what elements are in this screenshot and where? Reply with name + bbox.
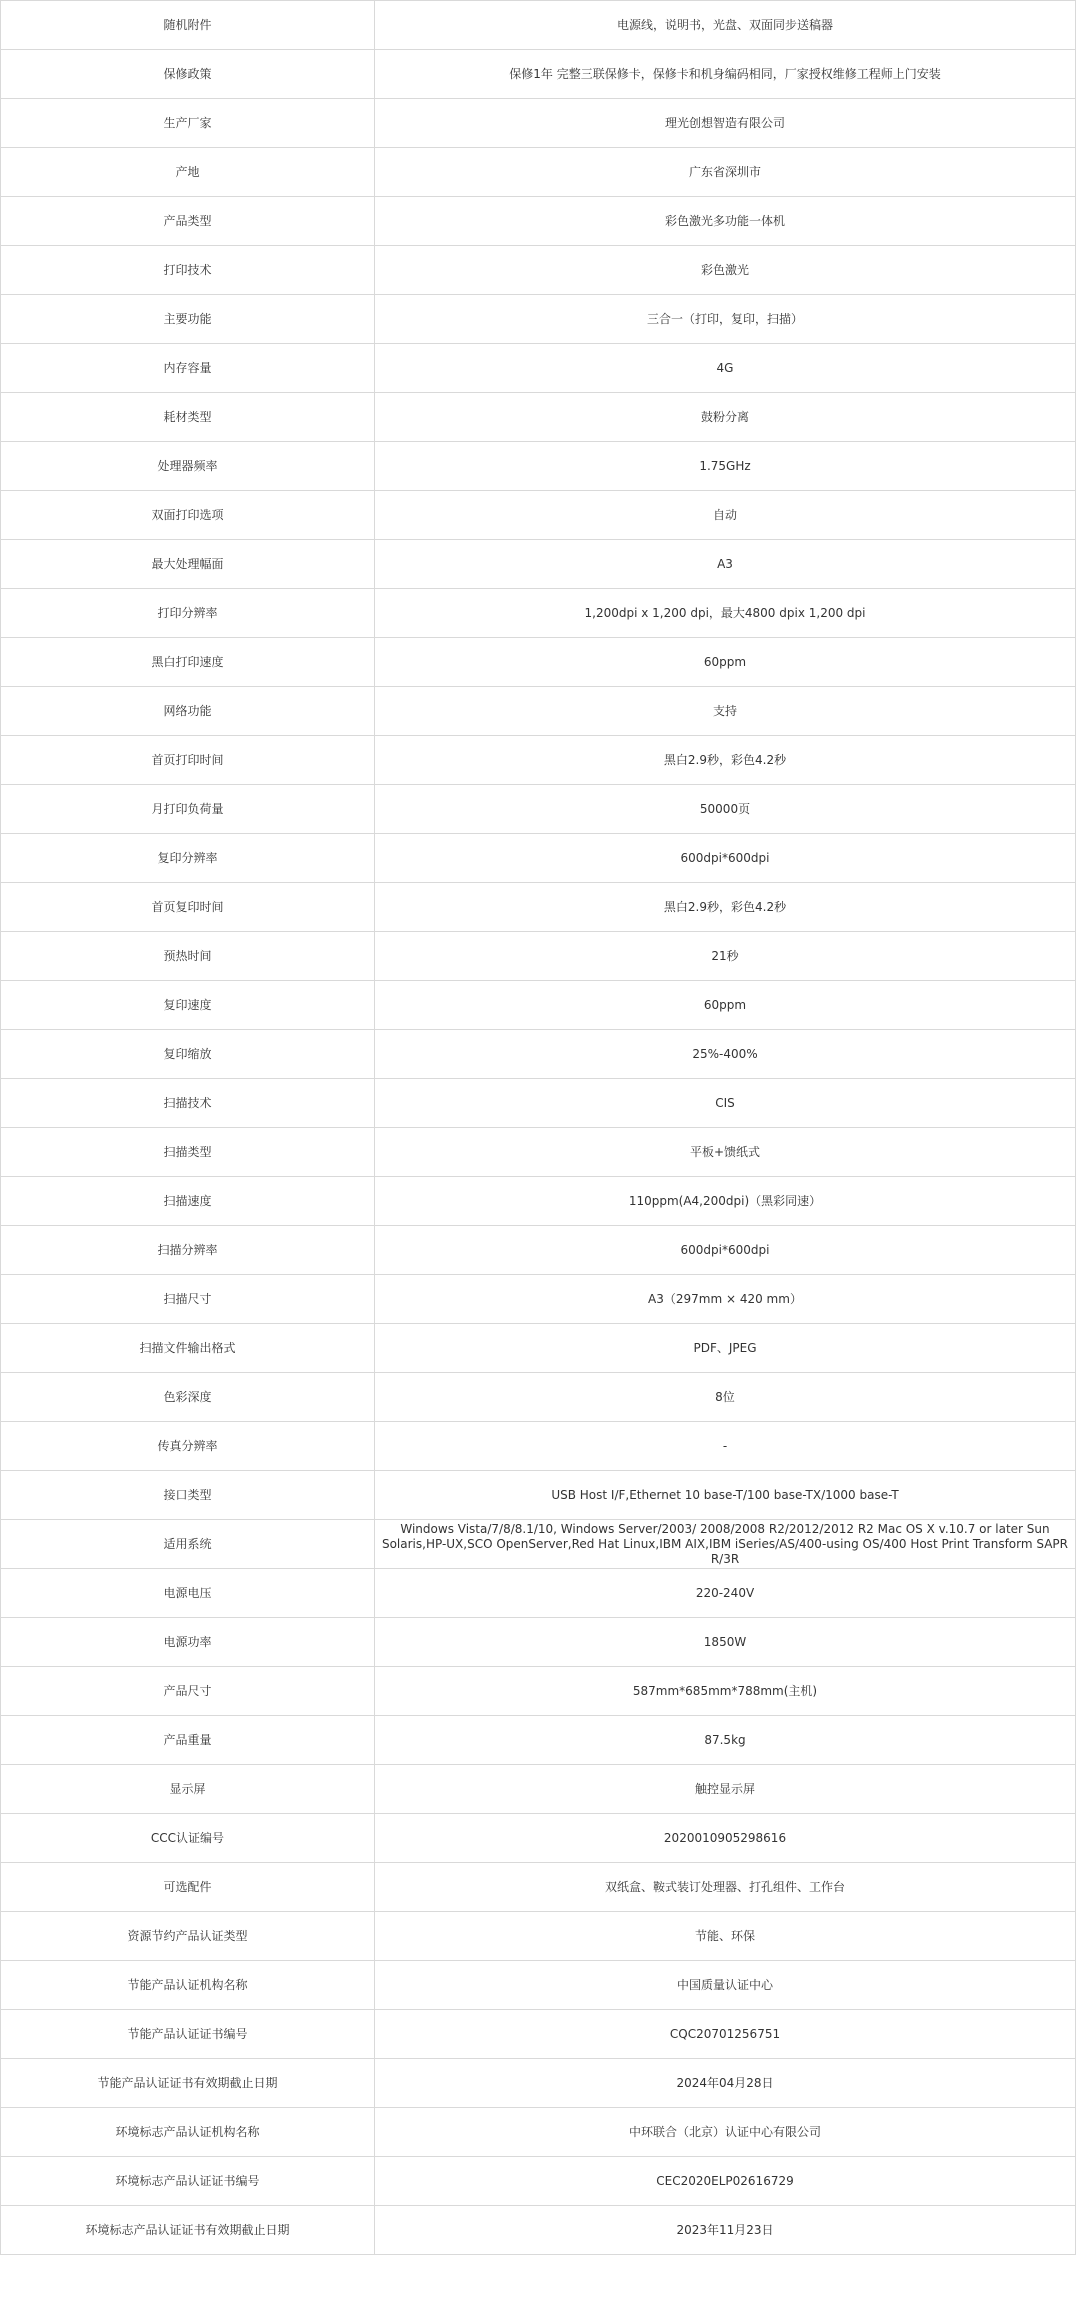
spec-label: 扫描分辨率 bbox=[1, 1226, 375, 1275]
spec-label: 节能产品认证证书有效期截止日期 bbox=[1, 2059, 375, 2108]
spec-label: 扫描类型 bbox=[1, 1128, 375, 1177]
spec-value: 8位 bbox=[375, 1373, 1076, 1422]
spec-label: 保修政策 bbox=[1, 50, 375, 99]
spec-row bbox=[1, 197, 1076, 246]
spec-value: 587mm*685mm*788mm(主机) bbox=[375, 1667, 1076, 1716]
spec-row bbox=[1, 1324, 1076, 1373]
spec-label: 处理器频率 bbox=[1, 442, 375, 491]
spec-row bbox=[1, 1128, 1076, 1177]
spec-value: 广东省深圳市 bbox=[375, 148, 1076, 197]
spec-row bbox=[1, 295, 1076, 344]
spec-label: 双面打印选项 bbox=[1, 491, 375, 540]
spec-value: 60ppm bbox=[375, 981, 1076, 1030]
spec-label: 电源功率 bbox=[1, 1618, 375, 1667]
spec-value: 25%-400% bbox=[375, 1030, 1076, 1079]
spec-value: 自动 bbox=[375, 491, 1076, 540]
spec-value: A3 bbox=[375, 540, 1076, 589]
spec-row bbox=[1, 1765, 1076, 1814]
spec-value: PDF、JPEG bbox=[375, 1324, 1076, 1373]
spec-value: 节能、环保 bbox=[375, 1912, 1076, 1961]
spec-label: 内存容量 bbox=[1, 344, 375, 393]
spec-row bbox=[1, 2108, 1076, 2157]
spec-row bbox=[1, 1373, 1076, 1422]
spec-label: 传真分辨率 bbox=[1, 1422, 375, 1471]
spec-value: 平板+馈纸式 bbox=[375, 1128, 1076, 1177]
spec-value: 保修1年 完整三联保修卡，保修卡和机身编码相同，厂家授权维修工程师上门安装 bbox=[375, 50, 1076, 99]
spec-label: 最大处理幅面 bbox=[1, 540, 375, 589]
spec-value: 2023年11月23日 bbox=[375, 2206, 1076, 2255]
spec-row bbox=[1, 2059, 1076, 2108]
spec-row bbox=[1, 2157, 1076, 2206]
spec-row bbox=[1, 2206, 1076, 2255]
spec-label: 显示屏 bbox=[1, 1765, 375, 1814]
spec-label: 产品重量 bbox=[1, 1716, 375, 1765]
spec-label: 环境标志产品认证机构名称 bbox=[1, 2108, 375, 2157]
spec-row bbox=[1, 638, 1076, 687]
spec-value: USB Host I/F,Ethernet 10 base-T/100 base-TX/1000 base-T bbox=[375, 1471, 1076, 1520]
spec-label: 首页复印时间 bbox=[1, 883, 375, 932]
spec-row bbox=[1, 1471, 1076, 1520]
spec-label: 主要功能 bbox=[1, 295, 375, 344]
spec-label: 复印缩放 bbox=[1, 1030, 375, 1079]
spec-value: 电源线，说明书，光盘、双面同步送稿器 bbox=[375, 1, 1076, 50]
spec-row bbox=[1, 1814, 1076, 1863]
spec-label: 扫描尺寸 bbox=[1, 1275, 375, 1324]
spec-row bbox=[1, 540, 1076, 589]
spec-label: 生产厂家 bbox=[1, 99, 375, 148]
spec-label: 可选配件 bbox=[1, 1863, 375, 1912]
spec-label: 扫描技术 bbox=[1, 1079, 375, 1128]
spec-label: 色彩深度 bbox=[1, 1373, 375, 1422]
spec-row bbox=[1, 2010, 1076, 2059]
spec-value: 21秒 bbox=[375, 932, 1076, 981]
spec-value: 110ppm(A4,200dpi)（黑彩同速） bbox=[375, 1177, 1076, 1226]
spec-value: 2024年04月28日 bbox=[375, 2059, 1076, 2108]
spec-value: 黑白2.9秒，彩色4.2秒 bbox=[375, 736, 1076, 785]
spec-row bbox=[1, 589, 1076, 638]
spec-value: 4G bbox=[375, 344, 1076, 393]
spec-label: 产地 bbox=[1, 148, 375, 197]
spec-row bbox=[1, 736, 1076, 785]
spec-value: 220-240V bbox=[375, 1569, 1076, 1618]
spec-label: 扫描文件输出格式 bbox=[1, 1324, 375, 1373]
spec-label: 复印分辨率 bbox=[1, 834, 375, 883]
spec-value: 支持 bbox=[375, 687, 1076, 736]
spec-label: 节能产品认证证书编号 bbox=[1, 2010, 375, 2059]
spec-label: 打印分辨率 bbox=[1, 589, 375, 638]
spec-label: 资源节约产品认证类型 bbox=[1, 1912, 375, 1961]
spec-value: 双纸盒、鞍式装订处理器、打孔组件、工作台 bbox=[375, 1863, 1076, 1912]
spec-label: 黑白打印速度 bbox=[1, 638, 375, 687]
spec-value: A3（297mm × 420 mm） bbox=[375, 1275, 1076, 1324]
spec-row bbox=[1, 1961, 1076, 2010]
spec-row bbox=[1, 491, 1076, 540]
spec-label: 打印技术 bbox=[1, 246, 375, 295]
spec-value: 1,200dpi x 1,200 dpi，最大4800 dpix 1,200 dpi bbox=[375, 589, 1076, 638]
spec-value: 1.75GHz bbox=[375, 442, 1076, 491]
spec-label: 适用系统 bbox=[1, 1520, 375, 1569]
spec-row bbox=[1, 1912, 1076, 1961]
spec-row bbox=[1, 1422, 1076, 1471]
spec-row bbox=[1, 1030, 1076, 1079]
spec-value: 黑白2.9秒，彩色4.2秒 bbox=[375, 883, 1076, 932]
spec-value: CEC2020ELP02616729 bbox=[375, 2157, 1076, 2206]
spec-value: 鼓粉分离 bbox=[375, 393, 1076, 442]
spec-row bbox=[1, 1863, 1076, 1912]
spec-label: 电源电压 bbox=[1, 1569, 375, 1618]
spec-row bbox=[1, 148, 1076, 197]
spec-row bbox=[1, 393, 1076, 442]
spec-value: 三合一（打印，复印，扫描） bbox=[375, 295, 1076, 344]
spec-row bbox=[1, 1618, 1076, 1667]
spec-value: 87.5kg bbox=[375, 1716, 1076, 1765]
spec-label: 复印速度 bbox=[1, 981, 375, 1030]
spec-row bbox=[1, 1716, 1076, 1765]
spec-value: CIS bbox=[375, 1079, 1076, 1128]
spec-row bbox=[1, 883, 1076, 932]
spec-value: 彩色激光多功能一体机 bbox=[375, 197, 1076, 246]
spec-row bbox=[1, 1079, 1076, 1128]
spec-value: 中国质量认证中心 bbox=[375, 1961, 1076, 2010]
spec-label: 产品类型 bbox=[1, 197, 375, 246]
spec-value: 理光创想智造有限公司 bbox=[375, 99, 1076, 148]
spec-label: 产品尺寸 bbox=[1, 1667, 375, 1716]
spec-row bbox=[1, 932, 1076, 981]
spec-value: 60ppm bbox=[375, 638, 1076, 687]
spec-label: 网络功能 bbox=[1, 687, 375, 736]
spec-label: 随机附件 bbox=[1, 1, 375, 50]
spec-value: 彩色激光 bbox=[375, 246, 1076, 295]
spec-label: 耗材类型 bbox=[1, 393, 375, 442]
spec-row bbox=[1, 1177, 1076, 1226]
spec-label: 扫描速度 bbox=[1, 1177, 375, 1226]
spec-row bbox=[1, 99, 1076, 148]
spec-row bbox=[1, 785, 1076, 834]
spec-value: 600dpi*600dpi bbox=[375, 834, 1076, 883]
spec-label: CCC认证编号 bbox=[1, 1814, 375, 1863]
spec-row bbox=[1, 687, 1076, 736]
spec-label: 节能产品认证机构名称 bbox=[1, 1961, 375, 2010]
spec-row bbox=[1, 344, 1076, 393]
spec-row bbox=[1, 1569, 1076, 1618]
spec-label: 月打印负荷量 bbox=[1, 785, 375, 834]
spec-label: 预热时间 bbox=[1, 932, 375, 981]
spec-value: 1850W bbox=[375, 1618, 1076, 1667]
spec-value: - bbox=[375, 1422, 1076, 1471]
spec-value: Windows Vista/7/8/8.1/10, Windows Server/2003/ 2008/2008 R2/2012/2012 R2 Mac OS X v.10.7 or later Sun Solaris,HP-UX,SCO OpenServer,Red Hat Linux,IBM AIX,IBM iSeries/AS/400-using OS/400 Host Print Transform SAPR R/3R bbox=[375, 1520, 1076, 1569]
spec-row bbox=[1, 246, 1076, 295]
spec-row bbox=[1, 50, 1076, 99]
spec-row bbox=[1, 442, 1076, 491]
spec-label: 首页打印时间 bbox=[1, 736, 375, 785]
spec-value: 50000页 bbox=[375, 785, 1076, 834]
spec-label: 环境标志产品认证证书编号 bbox=[1, 2157, 375, 2206]
spec-value: 600dpi*600dpi bbox=[375, 1226, 1076, 1275]
spec-value: 触控显示屏 bbox=[375, 1765, 1076, 1814]
spec-row bbox=[1, 1520, 1076, 1569]
spec-table-body bbox=[1, 1, 1076, 2255]
spec-row bbox=[1, 1, 1076, 50]
spec-value: CQC20701256751 bbox=[375, 2010, 1076, 2059]
spec-label: 环境标志产品认证证书有效期截止日期 bbox=[1, 2206, 375, 2255]
spec-row bbox=[1, 1226, 1076, 1275]
spec-label: 接口类型 bbox=[1, 1471, 375, 1520]
spec-row bbox=[1, 981, 1076, 1030]
spec-row bbox=[1, 1667, 1076, 1716]
spec-value: 中环联合（北京）认证中心有限公司 bbox=[375, 2108, 1076, 2157]
spec-row bbox=[1, 1275, 1076, 1324]
spec-value: 2020010905298616 bbox=[375, 1814, 1076, 1863]
spec-row bbox=[1, 834, 1076, 883]
